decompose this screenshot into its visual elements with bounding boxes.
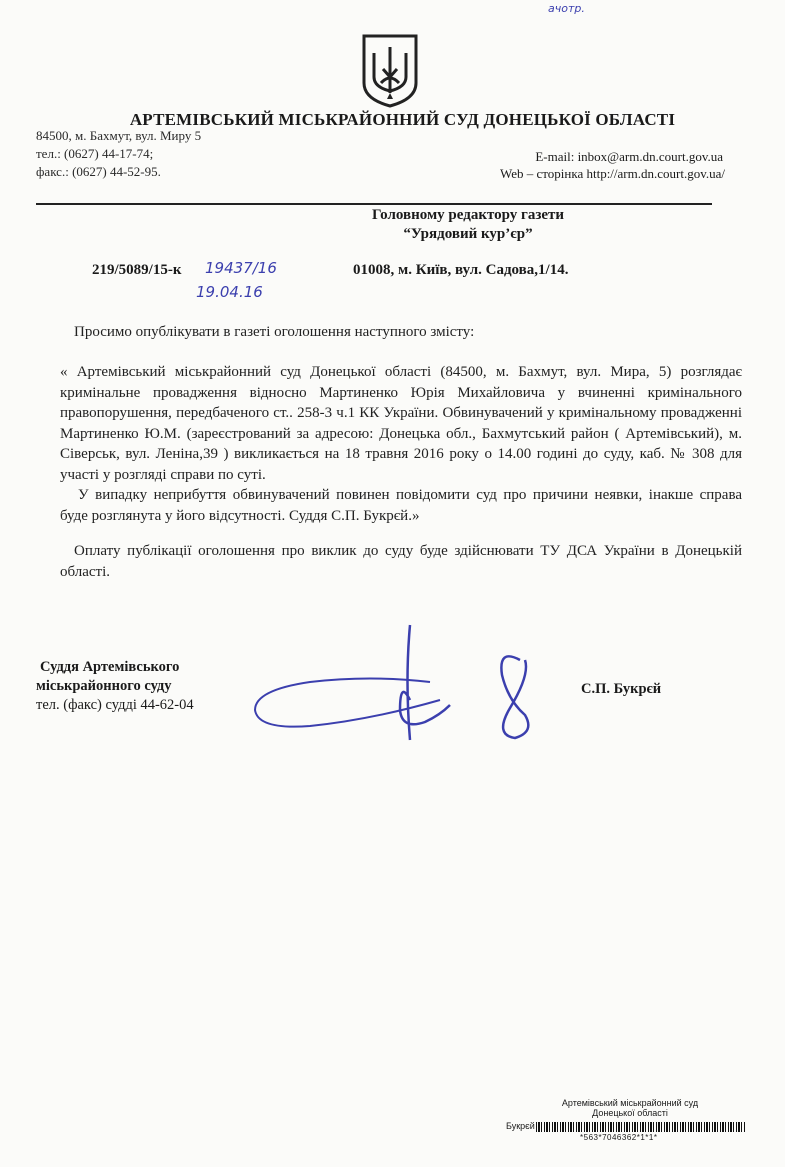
footer-stamp	[520, 1098, 740, 1118]
header-divider	[36, 203, 712, 205]
intro-paragraph	[60, 322, 742, 343]
court-phone: тел.: (0627) 44-17-74;	[36, 146, 154, 161]
recipient-line-1: Головному редактору газети	[371, 207, 565, 223]
barcode	[536, 1122, 746, 1132]
court-address: 84500, м. Бахмут, вул. Миру 5	[36, 128, 202, 143]
coat-of-arms-icon	[361, 33, 419, 109]
handwritten-registration-date: 19.04.16	[196, 283, 263, 301]
stamp-line-1: Артемівський міськрайонний суд	[561, 1098, 699, 1108]
court-title: АРТЕМІВСЬКИЙ МІСЬКРАЙОННИЙ СУД ДОНЕЦЬКОЇ ОБЛАСТІ	[129, 110, 676, 129]
signature-title-line-1: Суддя Артемівського	[40, 659, 180, 675]
corner-handwritten-note: ачотр.	[548, 2, 585, 15]
payment-paragraph	[60, 541, 742, 582]
handwritten-registration-number: 19437/16	[205, 259, 277, 277]
recipient-address: 01008, м. Київ, вул. Садова,1/14.	[353, 262, 569, 278]
barcode-text: *563*7046362*1*1*	[580, 1133, 658, 1142]
court-website: Web – сторінка http://arm.dn.court.gov.ua/	[499, 166, 725, 181]
judge-name: С.П. Букрєй	[581, 681, 662, 697]
judge-phone: тел. (факс) судді 44-62-04	[36, 697, 194, 713]
recipient-line-2: “Урядовий кур’єр”	[403, 226, 533, 242]
announcement-body	[60, 362, 742, 526]
announcement-paragraph-2: У випадку неприбуття обвинувачений повинен повідомити суд про причини неявки, інакше справа буде розглянута у його відсутності. Суддя С.П. Букрєй.»	[60, 487, 742, 524]
announcement-paragraph-1: « Артемівський міськрайонний суд Донецької області (84500, м. Бахмут, вул. Мира, 5) розглядає кримінальне провадження відносно Мартиненко Юрія Михайловича у вчиненні кримінального правопорушення, передбаченого ст.. 258-3 ч.1 КК України. Обвинувачений у кримінальному провадженні Мартиненко Ю.М. (зареєстрований за адресою: Донецька обл., Бахмутський район ( Артемівський), м. Сіверськ, вул. Леніна,39 ) викликається на 18 травня 2016 року о 14.00 годині до суду, каб. № 308 для участі у розгляді справи по суті.	[60, 364, 742, 483]
court-fax: факс.: (0627) 44-52-95.	[36, 164, 161, 179]
signature-block	[36, 658, 194, 715]
court-email: E-mail: inbox@arm.dn.court.gov.ua	[535, 149, 723, 164]
payment-text: Оплату публікації оголошення про виклик до суду буде здійснювати ТУ ДСА України в Донецькій області.	[60, 543, 742, 580]
stamp-line-2: Донецької області	[592, 1108, 668, 1118]
signature-title-line-2: міськрайонного суду	[36, 678, 172, 694]
intro-text: Просимо опублікувати в газеті оголошення наступного змісту:	[74, 324, 475, 340]
reference-number: 219/5089/15-к	[92, 262, 182, 278]
barcode-label: Букрєй	[506, 1121, 535, 1131]
handwritten-signature	[250, 620, 550, 750]
